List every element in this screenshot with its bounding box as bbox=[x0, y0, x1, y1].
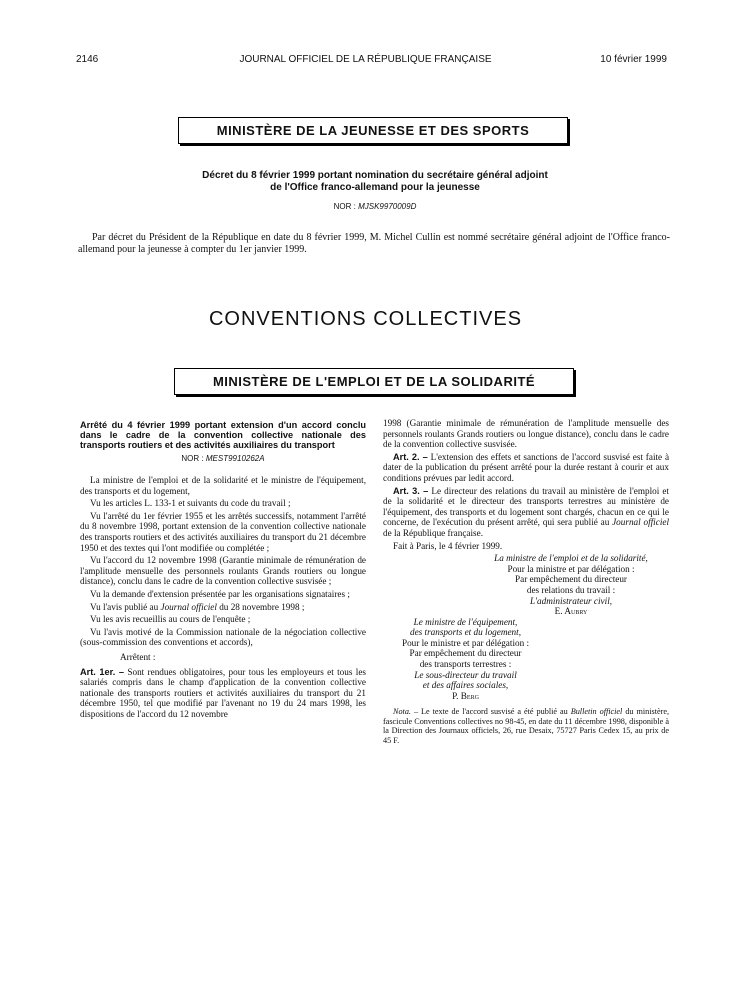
vu-item: Vu les articles L. 133-1 et suivants du code du travail ; bbox=[90, 498, 291, 509]
arrete-nor-code: MEST9910262A bbox=[205, 454, 265, 463]
article-3-journal: Journal officiel bbox=[612, 517, 669, 528]
signature-line: Pour la ministre et par délégation : bbox=[507, 563, 635, 574]
signature-line: Pour le ministre et par délégation : bbox=[401, 637, 530, 648]
page-number: 2146 bbox=[76, 54, 99, 65]
article-2-text: L'extension des effets et sanctions de l'accord susvisé est faite à dater de la publication du présent arrêté pour la durée restant à courir et aux conditions prévues par ledit accord. bbox=[383, 451, 670, 483]
decret-title-line1: Décret du 8 février 1999 portant nomination du secrétaire général adjoint bbox=[202, 170, 548, 181]
right-column bbox=[383, 418, 669, 747]
decret-nor bbox=[120, 202, 630, 211]
signature-line: Par empêchement du directeur bbox=[515, 574, 627, 585]
left-column bbox=[80, 418, 366, 721]
vu-item: Vu l'arrêté du 1er février 1955 et les arrêtés successifs, notamment l'arrêté du 8 novembre 1998, portant extension de la convention collective nationale des transports routiers et des activités auxiliaires du transport du 21 décembre 1950 et des textes qui l'ont modifiée ou complétée ; bbox=[80, 510, 366, 553]
vu-item: Vu l'accord du 12 novembre 1998 (Garantie minimale de rémunération de l'amplitude mensuelle des personnels roulants Grands routiers ou longue distance), conclu dans le cadre de la convention collective susvisée ; bbox=[80, 555, 366, 587]
vu-avis-suffix: du 28 novembre 1998 ; bbox=[219, 601, 305, 612]
vu-item: Vu l'avis motivé de la Commission nationale de la négociation collective (sous-commission des conventions et accords), bbox=[80, 626, 366, 648]
vu-avis-journal: Journal officiel bbox=[160, 601, 217, 612]
article-2 bbox=[383, 452, 669, 484]
article-1-continued: 1998 (Garantie minimale de rémunération de l'amplitude mensuelle des personnels roulants Grands routiers ou longue distance), conclu dans le cadre de la convention collective susvisée. bbox=[383, 418, 669, 450]
journal-title: JOURNAL OFFICIEL DE LA RÉPUBLIQUE FRANÇAISE bbox=[239, 54, 492, 65]
signature-name: P. Berg bbox=[452, 690, 479, 701]
issue-date: 10 février 1999 bbox=[600, 54, 667, 65]
ministry-banner-employment: MINISTÈRE DE L'EMPLOI ET DE LA SOLIDARITÉ bbox=[174, 368, 574, 395]
article-3-text: Le directeur des relations du travail au ministère de l'emploi et de la solidarité et le directeur des transports terrestres au ministère de l'équipement, des transports et du logement sont chargés, chacun en ce qui le concerne, de l'exécution du présent arrêté, qui sera publié au bbox=[383, 485, 669, 528]
section-title: CONVENTIONS COLLECTIVES bbox=[208, 308, 523, 330]
nota-bulletin: Bulletin officiel bbox=[570, 707, 623, 717]
signature-title: et des affaires sociales, bbox=[422, 680, 509, 691]
decret-body bbox=[78, 232, 670, 256]
signature-role: des transports et du logement, bbox=[409, 627, 521, 638]
decret-title-line2: de l'Office franco-allemand pour la jeunesse bbox=[270, 182, 480, 193]
arrete-intro: La ministre de l'emploi et de la solidarité et le ministre de l'équipement, des transports et du logement, bbox=[80, 475, 366, 496]
vu-item: Vu les avis recueillis au cours de l'enquête ; bbox=[90, 614, 251, 625]
vu-item: Vu la demande d'extension présentée par les organisations signataires ; bbox=[90, 588, 350, 599]
signature-role: Le ministre de l'équipement, bbox=[413, 616, 518, 627]
decret-nor-label: NOR : bbox=[333, 202, 356, 211]
nota-label: Nota. – bbox=[393, 707, 419, 717]
nota-text-after: du ministère, fascicule Conventions collectives no 98-45, en date du 11 décembre 1998, disponible à la Direction des Journaux officiels, 26, rue Desaix, 75727 Paris Cedex 15, au prix de 45 F. bbox=[383, 707, 670, 745]
arretent: Arrêtent : bbox=[120, 651, 156, 662]
article-1-label: Art. 1er. – bbox=[80, 666, 124, 677]
article-2-label: Art. 2. – bbox=[393, 451, 428, 462]
signature-line: des relations du travail : bbox=[526, 584, 616, 595]
arrete-title: Arrêté du 4 février 1999 portant extension d'un accord conclu dans le cadre de la convention collective nationale des transports routiers et des activités auxiliaires du transport bbox=[80, 420, 366, 450]
signature-name: E. Aubry bbox=[554, 606, 588, 617]
article-3-label: Art. 3. – bbox=[393, 485, 429, 496]
decret-paragraph: Par décret du Président de la République en date du 8 février 1999, M. Michel Cullin est nommé secrétaire général adjoint de l'Office franco-allemand pour la jeunesse à compter du 1er janvier 1999. bbox=[78, 232, 670, 255]
article-1 bbox=[80, 667, 366, 720]
signature-title: L'administrateur civil, bbox=[529, 595, 613, 606]
nota-text-before: Le texte de l'accord susvisé a été publié au bbox=[421, 707, 568, 717]
signature-line: des transports terrestres : bbox=[419, 659, 512, 670]
decret-title bbox=[120, 170, 630, 194]
fait-a-paris: Fait à Paris, le 4 février 1999. bbox=[393, 540, 503, 551]
signature-role: La ministre de l'emploi et de la solidarité, bbox=[494, 553, 648, 564]
article-3 bbox=[383, 486, 669, 539]
arrete-nor-label: NOR : bbox=[181, 454, 204, 463]
vu-item-avis bbox=[80, 602, 366, 613]
signature-block-employment bbox=[473, 553, 669, 617]
article-1-text: Sont rendues obligatoires, pour tous les employeurs et tous les salariés compris dans le champ d'application de la convention collective nationale des transports routiers et activités auxiliaires du transport du 21 décembre 1950, tel que modifié par l'avenant no 19 du 24 mars 1998, les dispositions de l'accord du 12 novembre bbox=[80, 666, 366, 719]
signature-line: Par empêchement du directeur bbox=[409, 648, 522, 659]
signature-title: Le sous-directeur du travail bbox=[414, 669, 517, 680]
nota bbox=[383, 707, 669, 745]
arrete-nor bbox=[80, 454, 366, 463]
vu-avis-prefix: Vu l'avis publié au bbox=[90, 601, 159, 612]
decret-nor-code: MJSK9970009D bbox=[358, 202, 417, 211]
article-3-end: de la République française. bbox=[383, 527, 483, 538]
ministry-banner-youth-sports: MINISTÈRE DE LA JEUNESSE ET DES SPORTS bbox=[178, 117, 568, 144]
signature-block-equipment bbox=[383, 617, 548, 702]
